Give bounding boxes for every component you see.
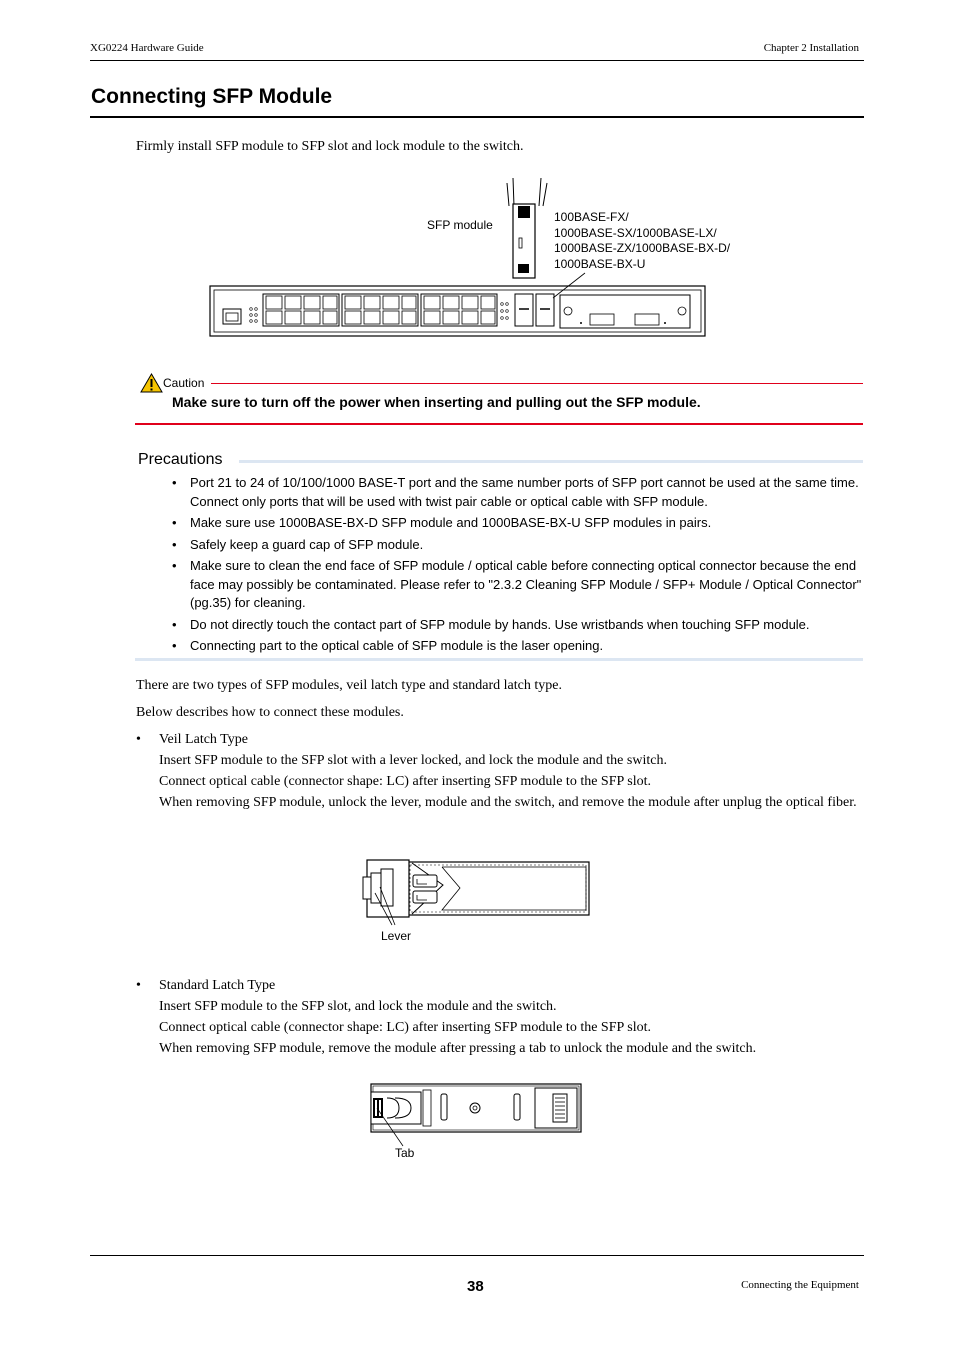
- sfp-type-line-2: 1000BASE-SX/1000BASE-LX/: [554, 226, 717, 240]
- sfp-type-line-1: 100BASE-FX/: [554, 210, 629, 224]
- standard-line-1: Insert SFP module to the SFP slot, and lock the module and the switch.: [159, 999, 557, 1014]
- footer-section: Connecting the Equipment: [741, 1279, 859, 1291]
- header-guide-title: XG0224 Hardware Guide: [90, 42, 204, 54]
- list-item: • Port 21 to 24 of 10/100/1000 BASE-T port and the same number ports of SFP port cannot be used at the same time. Connect only ports that will be used with twist pair cable or optical cable with SFP module.: [172, 475, 859, 509]
- page-title: Connecting SFP Module: [91, 85, 333, 108]
- list-item: • Make sure to clean the end face of SFP module / optical cable before connecting optical connector because the end face may possibly be contaminated. Please refer to "2.3.2 Cleaning SFP Module / SFP+ Module / Optical Connector" (pg.35) for cleaning.: [172, 558, 862, 610]
- tab-label: Tab: [395, 1146, 415, 1160]
- header-rule: [90, 60, 864, 61]
- precautions-top-rule: [239, 460, 863, 463]
- veil-line-3: When removing SFP module, unlock the lever, module and the switch, and remove the module after unplug the optical fiber.: [159, 795, 857, 810]
- caution-top-rule: [211, 383, 863, 384]
- footer-rule: [90, 1255, 864, 1256]
- veil-latch-heading: Veil Latch Type: [159, 732, 248, 747]
- precautions-bottom-rule: [135, 658, 863, 661]
- list-item: • Safely keep a guard cap of SFP module.: [172, 536, 424, 552]
- veil-line-1: Insert SFP module to the SFP slot with a lever locked, and lock the module and the switch.: [159, 753, 667, 768]
- standard-latch-section: • Standard Latch Type Insert SFP module to the SFP slot, and lock the module and the switch. Connect optical cable (connector shape: LC) after inserting SFP module to the SFP slot. When removing SFP module, remove the module after pressing a tab to unlock the module and the switch.: [136, 975, 866, 1059]
- lever-label: Lever: [381, 929, 412, 943]
- intro-text: Firmly install SFP module to SFP slot and lock module to the switch.: [136, 139, 524, 154]
- veil-line-2: Connect optical cable (connector shape: LC) after inserting SFP module to the SFP slot.: [159, 774, 651, 789]
- veil-latch-figure: [355, 855, 595, 945]
- standard-latch-figure: [365, 1078, 590, 1163]
- standard-line-2: Connect optical cable (connector shape: LC) after inserting SFP module to the SFP slot.: [159, 1020, 651, 1035]
- title-rule: [90, 116, 864, 118]
- caution-label: Caution: [163, 376, 205, 390]
- page-number: 38: [467, 1278, 484, 1295]
- standard-latch-heading: Standard Latch Type: [159, 978, 276, 993]
- precautions-title: Precautions: [138, 451, 223, 468]
- caution-bottom-rule: [135, 423, 863, 425]
- list-item: • Connecting part to the optical cable of SFP module is the laser opening.: [172, 638, 604, 653]
- switch-sfp-figure: [205, 178, 755, 343]
- body-describe-text: Below describes how to connect these modules.: [136, 705, 404, 720]
- sfp-type-line-3: 1000BASE-ZX/1000BASE-BX-D/: [554, 241, 731, 255]
- sfp-type-line-4: 1000BASE-BX-U: [554, 257, 646, 271]
- standard-line-3: When removing SFP module, remove the module after pressing a tab to unlock the module and the switch.: [159, 1041, 757, 1056]
- sfp-module-label: SFP module: [427, 218, 493, 232]
- precautions-list: [172, 474, 864, 659]
- list-item: • Make sure use 1000BASE-BX-D SFP module and 1000BASE-BX-U SFP modules in pairs.: [172, 515, 712, 530]
- veil-latch-section: • Veil Latch Type Insert SFP module to the SFP slot with a lever locked, and lock the module and the switch. Connect optical cable (connector shape: LC) after inserting SFP module to the SFP slot. When removing SFP module, unlock the lever, module and the switch, and remove the module after unplug the optical fiber.: [136, 729, 866, 813]
- header-chapter: Chapter 2 Installation: [763, 42, 859, 54]
- caution-text: Make sure to turn off the power when inserting and pulling out the SFP module.: [172, 394, 701, 410]
- body-types-text: There are two types of SFP modules, veil latch type and standard latch type.: [136, 678, 562, 693]
- list-item: • Do not directly touch the contact part of SFP module by hands. Use wristbands when touching SFP module.: [172, 616, 810, 632]
- warning-icon: [140, 373, 163, 393]
